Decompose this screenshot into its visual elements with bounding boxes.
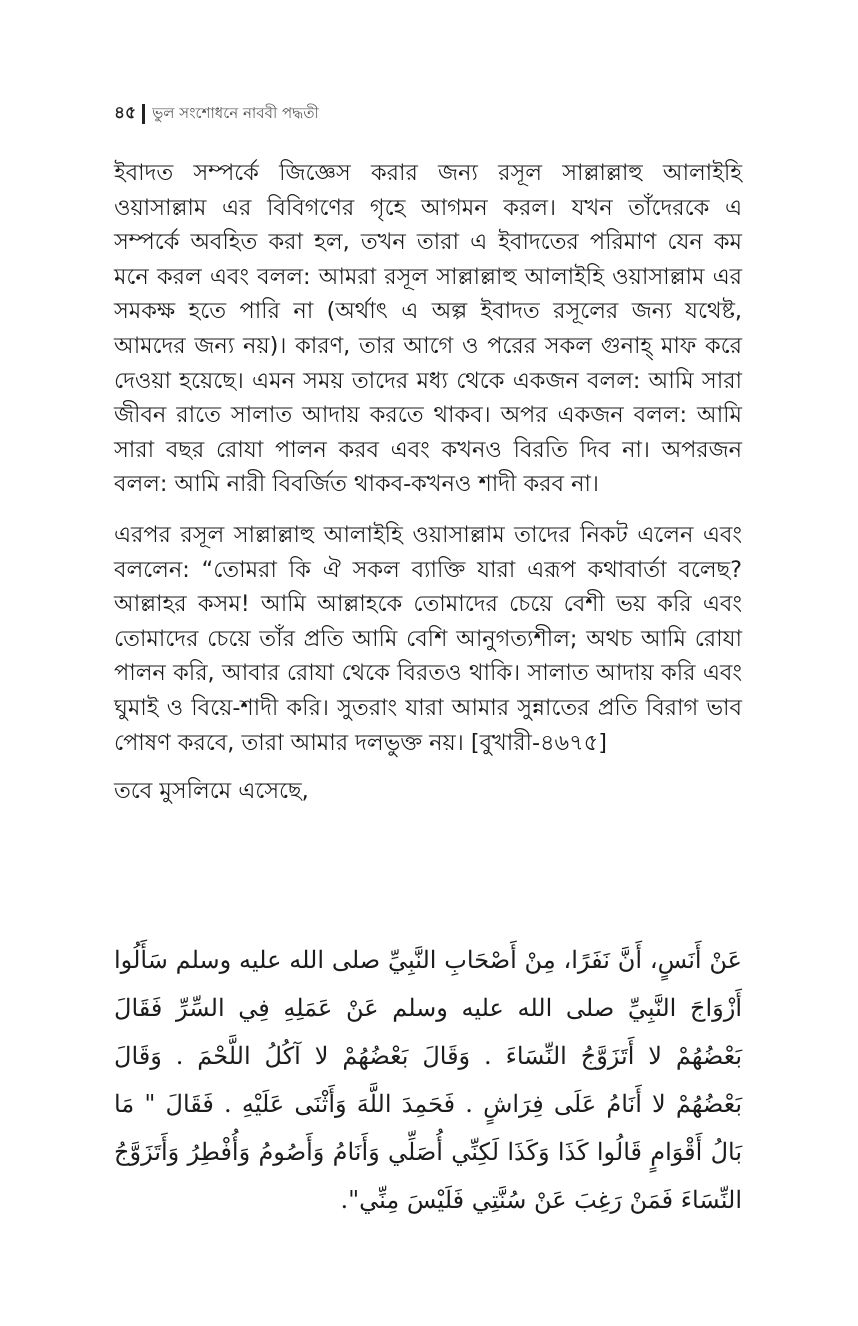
book-title: ভুল সংশোধনে নাববী পদ্ধতী [152, 103, 319, 122]
header-divider [142, 104, 145, 124]
page-number: ৪৫ [114, 103, 137, 123]
paragraph: ইবাদত সম্পর্কে জিজ্ঞেস করার জন্য রসূল সাল্লাল্লাহু আলাইহি ওয়াসাল্লাম এর বিবিগণের গৃহে আগমন করল। যখন তাঁদেরকে এ সম্পর্কে অবহিত করা হল, তখন তারা এ ইবাদতের পরিমাণ যেন কম মনে করল এবং বলল: আমরা রসূল সাল্লাল্লাহু আলাইহি ওয়াসাল্লাম এর সমকক্ষ হতে পারি না (অর্থাৎ এ অল্প ইবাদত রসূলের জন্য যথেষ্ট, আমদের জন্য নয়)। কারণ, তার আগে ও পরের সকল গুনাহ্ মাফ করে দেওয়া হয়েছে। এমন সময় তাদের মধ্য থেকে একজন বলল: আমি সারা জীবন রাতে সালাত আদায় করতে থাকব। অপর একজন বলল: আমি সারা বছর রোযা পালন করব এবং কখনও বিরতি দিব না। অপরজন বলল: আমি নারী বিবর্জিত থাকব-কখনও শাদী করব না। [114, 160, 742, 498]
main-text [114, 156, 742, 808]
running-header [114, 100, 319, 128]
lead-in-line: তবে মুসলিমে এসেছে, [114, 778, 309, 805]
arabic-hadith-text: عَنْ أَنَسٍ، أَنَّ نَفَرًا، مِنْ أَصْحَابِ النَّبِيِّ صلى الله عليه وسلم سَأَلُوا أَزْوَاجَ النَّبِيِّ صلى الله عليه وسلم عَنْ عَمَلِهِ فِي السِّرِّ فَقَالَ بَعْضُهُمْ لا أَتَزَوَّجُ النِّسَاءَ . وَقَالَ بَعْضُهُمْ لا آكُلُ اللَّحْمَ . وَقَالَ بَعْضُهُمْ لا أَنَامُ عَلَى فِرَاشٍ . فَحَمِدَ اللَّهَ وَأَثْنَى عَلَيْهِ . فَقَالَ " مَا بَالُ أَقْوَامٍ قَالُوا كَذَا وَكَذَا لَكِنِّي أُصَلِّي وَأَنَامُ وَأَصُومُ وَأُفْطِرُ وَأَتَزَوَّجُ النِّسَاءَ فَمَنْ رَغِبَ عَنْ سُنَّتِي فَلَيْسَ مِنِّي". [114, 946, 742, 1214]
paragraph: এরপর রসূল সাল্লাল্লাহু আলাইহি ওয়াসাল্লাম তাদের নিকট এলেন এবং বললেন: “তোমরা কি ঐ সকল ব্যাক্তি যারা এরূপ কথাবার্তা বলেছ? আল্লাহর কসম! আমি আল্লাহকে তোমাদের চেয়ে বেশী ভয় করি এবং তোমাদের চেয়ে তাঁর প্রতি আমি বেশি আনুগত্যশীল; অথচ আমি রোযা পালন করি, আবার রোযা থেকে বিরতও থাকি। সালাত আদায় করি এবং ঘুমাই ও বিয়ে-শাদী করি। সুতরাং যারা আমার সুন্নাতের প্রতি বিরাগ ভাব পোষণ করবে, তারা আমার দলভুক্ত নয়। [বুখারী-৪৬৭৫] [114, 521, 742, 756]
